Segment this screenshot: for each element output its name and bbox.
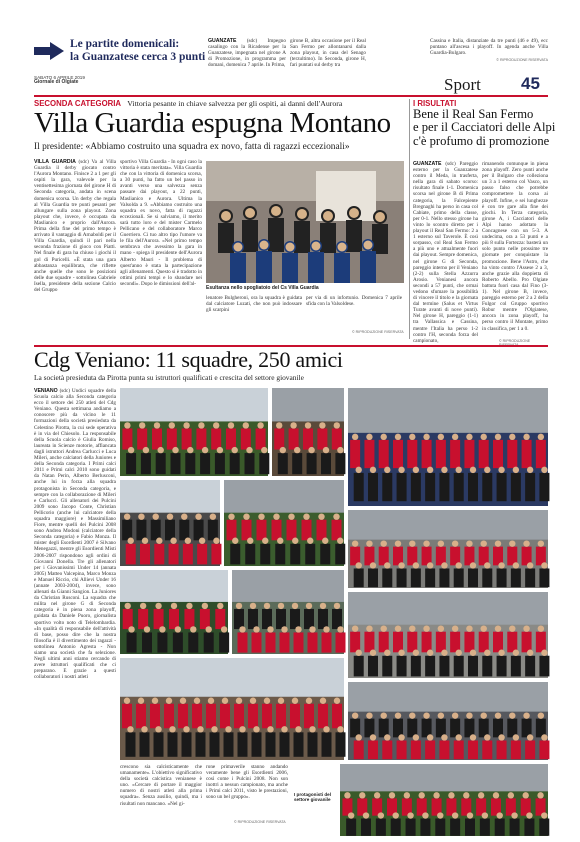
cdg-column-1 (34, 388, 116, 836)
results-body-2: rimanendo comunque in piena zona playoff. Zero punti anche per il Bulgaro che colleziona un 3 a 1 esterno col Vasco, un passo falso che potrebbe compromettere la corsa ai playoff. Infine, e sei lunghezze è con tre gare alla fine dei giochi. In Terza categoria, girone A, i Cacciatori delle Alpi hanno adottato la Concagnese con un 5-3. A undecima, ora a 53 punti e a più 8 sulla Fortezza: basterà un solo punto nelle prossime tre giornate per conquistare la promozione. Bene l'Astro, che ha vinto contro l'Assese 2 a 3, anche grazie alla doppietta di Roberto Abello. Pro Olgiate battuta fuori casa dal Fino (3-1). Nel girone B, invece, pareggio esterno per 2 a 2 della Fulgor col Gruppo sportivo Robur mentre l'Olgiatese, ancora in zona playoff, ha perso contro il Montate, primo in classifica, per 1 a 0. (482, 161, 548, 332)
brief-text-1: (sdc) Impegno casalingo con la Ricadense per la Guanzatese, impegnata nel girone A di Promozione, in programma per domani, domenica 7 aprile. In Prima, (208, 38, 286, 69)
article-body-4: per via di un infortunio. Domenica 7 aprile sfida con la Valsoldese. (306, 295, 402, 308)
team-photo (224, 480, 344, 566)
article-column-4 (306, 295, 402, 325)
article-column-1 (34, 159, 116, 345)
cdg-body-2: crescono sia calcisticamente che umanamente». L'obiettivo significativo della società calcistica venianese è uno. «Cercare di portare il maggior numero di nostri atleti alla prima squadra». Senza ausilio, quindi, ma i risultati non mancano. «Nel gi- (120, 764, 202, 807)
headline: Villa Guardia espugna Montano (34, 107, 391, 139)
cdg-photo-caption (294, 792, 336, 803)
paper-name: Giornale di Olgiate (34, 79, 79, 85)
results-dateline: GUANZATE (413, 161, 442, 167)
team-photo (120, 570, 228, 654)
team-photo (348, 682, 548, 760)
column-divider (409, 99, 410, 339)
article-results (413, 99, 556, 345)
results-column-2 (482, 161, 548, 337)
brief-dateline: GUANZATE (208, 38, 237, 44)
article-column-2 (120, 159, 202, 345)
results-body-1: (sdc) Pareggio esterno per la Guanzatese contro il Meda, in trasferta, nella gara di sabato scorso: risultato finale 1-1. Domenica scorsa nel girone B di Prima categoria, la Falcepiente Bregnaghi ha perso in casa col Cabiate, primo della classe, per 0-1. Nello stesso girone ha vinto lo scontro diretto per i playout il Real San Fermo: 2 a 1 esterno sul Taverole. È così sorpasso, col Real San Fermo a più uno e attualmente fuori dai playout. Sempre domenica, nel girone G di Seconda, pareggio interno per il Veniano (2-2) sulla Stella Azzurra Arosio. Venianesi ancora secondi a 57 punti, che ormai vedono sfumare la possibilità di vincere il titolo e la giornata dal termine (Salus et Virtus Turate avanti di nove punti). Nel girone H, pareggio (1-1) tra Vallassica e Cassina, mentre l'Italia ha perso 1-2 contro l'H, seconda forza del campionato, (413, 161, 478, 344)
promo-box[interactable] (34, 38, 206, 64)
issue-date: SABATO 6 APRILE 2019 (34, 75, 85, 80)
arrow-icon (34, 42, 64, 60)
team-photo (348, 388, 548, 506)
team-photo (272, 388, 344, 476)
category-name: SECONDA CATEGORIA (34, 99, 122, 108)
results-headline-1: Bene il Real San Fermo (413, 107, 534, 121)
brief-column-1 (208, 38, 286, 72)
article-kicker: Vittoria pesante in chiave salvezza per gli ospiti, ai danni dell'Aurora (127, 99, 343, 108)
team-photo (348, 592, 548, 678)
team-photo (120, 480, 220, 566)
section-title: Sport (444, 75, 481, 94)
page-number: 45 (521, 74, 540, 93)
cdg-subheadline: La società presieduta da Pirotta punta su istruttori qualificati e crescita del settore giovanile (34, 373, 304, 382)
results-headline (413, 107, 556, 148)
brief-text-2: girone B, altra occasione per il Real San Fermo per allontanarsi dalla zona playout, in casa del Senago (terzultimo). In Seconda, girone H, fari puntati sul derby tra (290, 38, 366, 69)
article-body-1: (sdc) Va al Villa Guardia il derby giocato contro l'Aurora Montano. Finisce 2 a 1 per gli ospiti la gara, valevole per la ventisettesima giornata del girone H di Seconda categoria, andata in scena domenica scorsa. Un derby che regala al Villa Guardia tre punti pesanti per allungare sulla zona playout. Zona playout che, invece, è occupata da Maslianico e proprio dall'Aurora. Prima della fine del primo tempo è arrivato il vantaggio di Arnaboldi per il Villa Guardia, quindi il pari nella seconda frazione di gioco con Piatti. Nel finale di gara ha chiuso i giochi il gol di Puricelli. «È stata una gara abbastanza equilibrata, che riflette anche quelle che sono le posizioni delle due squadre - sottolinea Gabriele Isella, presidente della sezione Calcio del Gruppo (34, 159, 116, 293)
results-category: I RISULTATI (413, 99, 457, 108)
brief-column-3 (430, 38, 548, 72)
article-body-3: lenatore Bulgheroni, ora la squadra è guidata dal calciatore Luzati, che non può indossare gli scarpini (206, 295, 302, 314)
results-copyright: © RIPRODUZIONE (499, 339, 531, 343)
cdg-column-3 (206, 764, 288, 818)
header-rule (34, 95, 548, 97)
cdg-column-2 (120, 764, 202, 824)
article-villa-guardia (34, 99, 406, 345)
brief-column-2 (290, 38, 366, 72)
team-photo (340, 764, 548, 836)
team-photo (120, 658, 344, 760)
cdg-caption-text: I protagonisti del settore giovanile (294, 792, 332, 803)
team-photo (348, 510, 548, 588)
brief-copyright: © RIPRODUZIONE RISERVATA (496, 58, 548, 63)
team-photo (232, 570, 344, 654)
brief-text-3: Cassina e Italia, distanziate da tre punti (46 e 49), ecc puntano all'ascesa i playoff. In agenda anche Villa Guardia-Bulgaro. (430, 38, 548, 57)
promo-subtitle: la Guanzatese cerca 3 punti (70, 51, 206, 63)
results-column-1 (413, 161, 478, 344)
cdg-body-1: (sdc) Undici squadre della Scuola calcio alla Seconda categoria ecco il settore dei 250 atleti del Cdg Veniano. Questa settimana andiamo a conoscere più da vicino le 11 formazioni della società presieduta da Celestino Pirotta, la cui sede operativa è in via del Chiesolo. La responsabile della Scuola calcio è Giulia Romiso, laureata in Scienze motorie, affiancata dagli istruttori Andrea Carlucci e Luca Mileri, anche calciatori della Juniores e della Seconda categoria. I Primi calci 2011 e Primi calci 2010 sono guidati da Natan Perin, Alberto Berlusconi, anche lui in forza alla squadra protagonista in Seconda categoria, e sempre con la collaborazione di Mileri e Carlucci. Gli allenatori dei Pulcini 2009 sono Jacopo Conte, Christian Pellicorio (anche lui calciatore della squadra maggiore) e Massimiliano Fiore, mentre quelli dei Pulcini 2008 sono Andrea Modoni (calciatore della Seconda categoria) e Fabio Monza. Il mister degli Esordienti 2007 è Silvano Menegazzi, mentre gli Esordienti Misti 2006-2007 rispondono agli ordini di Giovanni Donella. Tre gli allenatori per i Giovanissimi Under 14 (annata 2005) Matteo Valcepina, Marco Monza e Manuel Riccio, chi Allievi Under 16 (annate 2003-2004), invece, sono allenati da Gianni Sangion. La Juniores da Christian Rusconi. La squadra che milita nel girone G di Seconda categoria è in piena zona playoff, guidata da Daniele Puoro, giornalista sportivo volto noto di Telelombardia. «In qualità di responsabile dell'attività di base, posso dire che la nostra filosofia è il divertimento dei ragazzi - sottolinea Antonio Agresta - Non siamo una società che fa selezione. Negli ultimi anni stiamo cercando di avere istruttori qualificati che ci preparano. E grazie a questi collaboratori i nostri atleti (34, 388, 117, 681)
article-copyright: © RIPRODUZIONE RISERVATA (352, 330, 404, 334)
article-dateline: VILLA GUARDIA (34, 159, 76, 165)
cdg-dateline: VENIANO (34, 388, 58, 394)
cdg-body-3: rone primaverile stanno andando veramente bene gli Esordienti 2006, così come i Pulcini 2008. Non son inottri a nessun campionato, ma anche i Primi calci 2011, visto le prestazioni, sono un bel gruppo». (206, 764, 288, 801)
subheadline: Il presidente: «Abbiamo costruito una squadra ex novo, fatta di ragazzi eccezionali» (34, 142, 350, 152)
promo-title: Le partite domenicali: (70, 38, 180, 50)
team-photo (120, 388, 268, 476)
article-body-2: sportivo Villa Guardia - In ogni caso la vittoria è stata meritata». Villa Guardia che con la vittoria di domenica scorsa, a 30 punti, ha fatto un bel passo in avanti verso una salvezza senza passare dai playout, a 22 punti, Maslianico e Aurora. Ultima la Valsolda a 9. «Abbiamo costruito una squadra ex novo, fatta di ragazzi eccezionali. Se si salviamo, il merito sarà tutto loro e del mister Carmelo Pellicano e del collaboratore Marco Guerriero. Ci tuo altro tipo l'umore va le fila dell'Aurora. «Nel primo tempo sembrava che avessimo la gara in mano - spiega il presidente dell'Aurora Alberto Mauri - Il problema di quest'anno è stata la partecipazione agli allenamenti. Questo si è tradotto in ottimi primi tempi e lo sbandare nei secondi». Dopo le dimissioni dell'al- (120, 159, 202, 287)
results-headline-2: e per il Cacciatori delle Alpi (413, 120, 556, 135)
cdg-headline: Cdg Veniano: 11 squadre, 250 amici (34, 347, 343, 372)
results-headline-3: c'è profumo di promozione (413, 133, 550, 148)
article-column-3 (206, 295, 302, 335)
cdg-copyright: © RIPRODUZIONE RISERVATA (234, 820, 286, 824)
date-line (34, 75, 124, 85)
team-photo-villa-guardia (206, 161, 404, 283)
photo-caption: Esultanza nello spogliatoio del Cs Villa Guardia (206, 285, 319, 291)
